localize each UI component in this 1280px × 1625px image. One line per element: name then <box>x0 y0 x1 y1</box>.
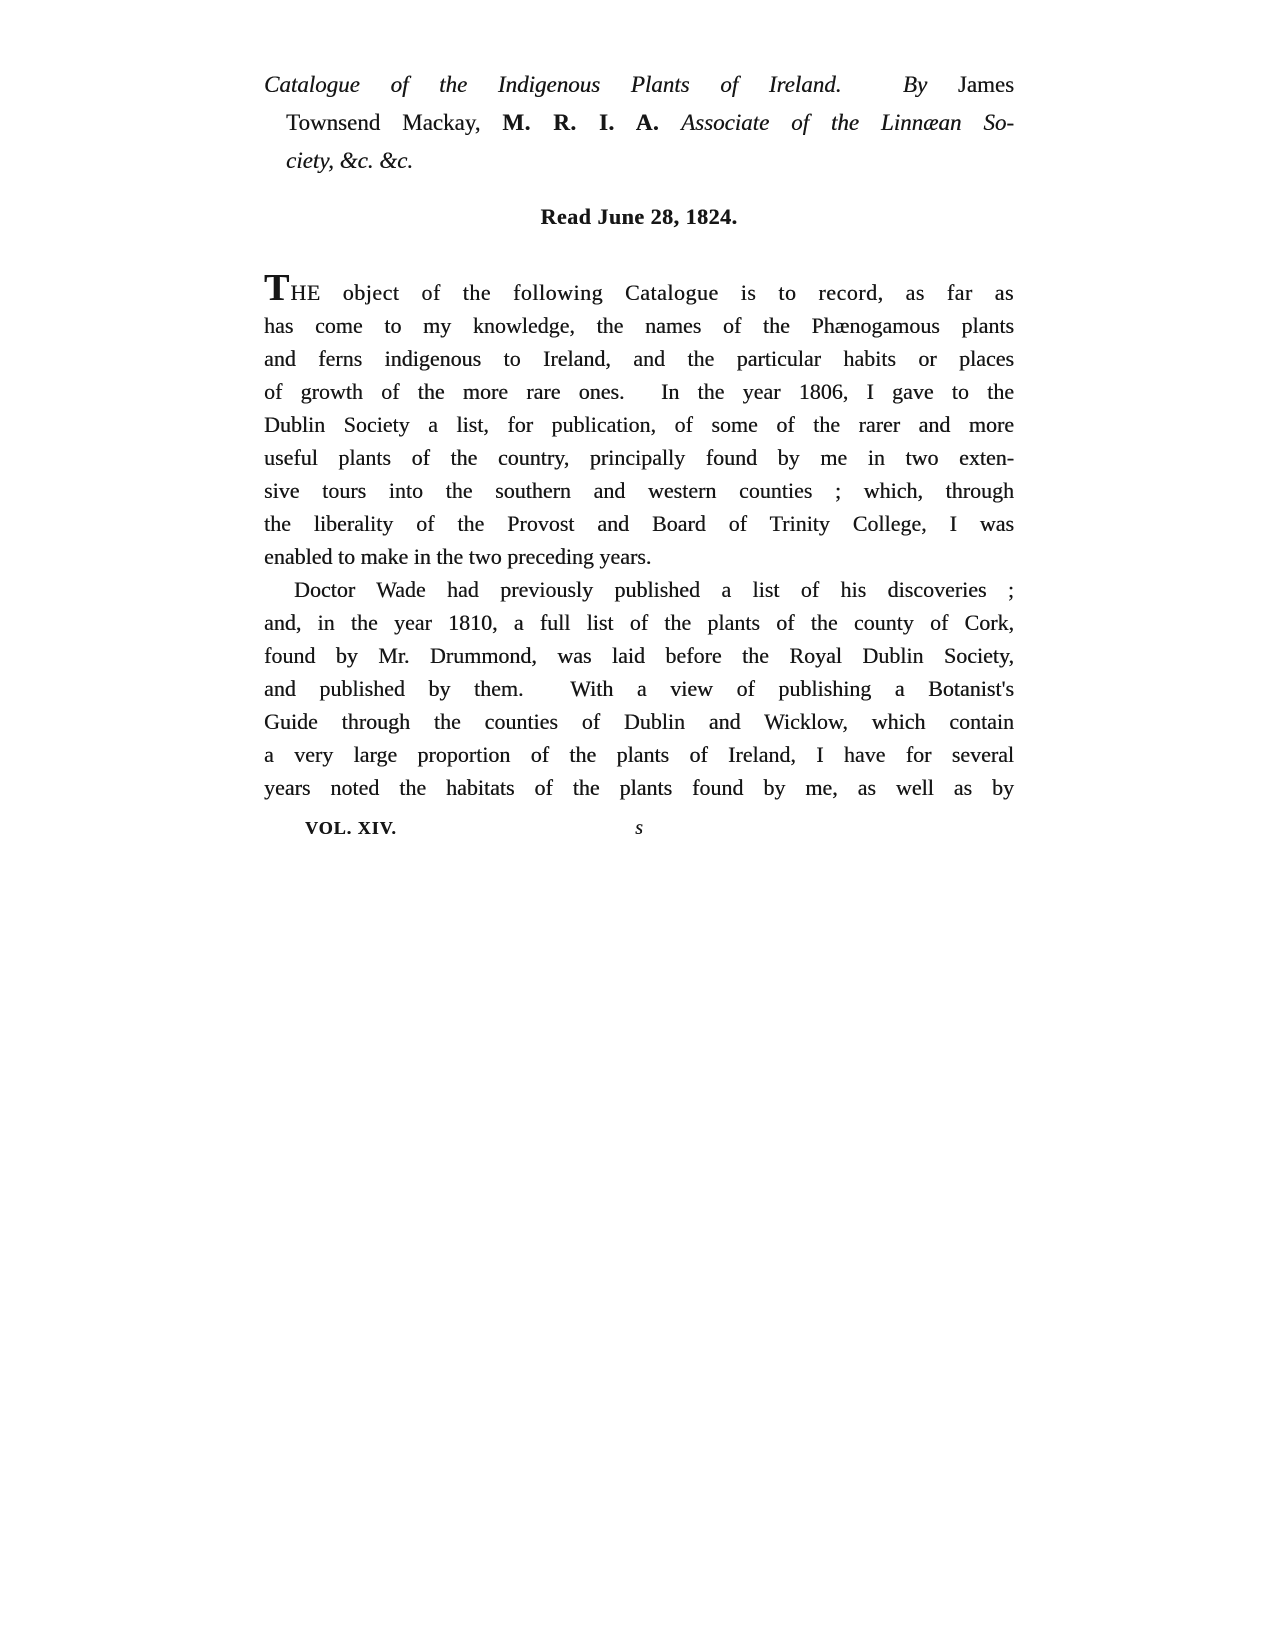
body-text <box>264 267 1014 804</box>
heading-line-1 <box>264 66 1014 104</box>
read-date: Read June 28, 1824. <box>540 204 738 229</box>
text-line: found by Mr. Drummond, was laid before the Royal Dublin Society, <box>264 643 1014 668</box>
text-line: Doctor Wade had previously published a list of his discoveries ; <box>294 577 1014 602</box>
author-rest-name: Townsend Mackay, <box>286 110 481 135</box>
text-line: has come to my knowledge, the names of the Phænogamous plants <box>264 313 1014 338</box>
text-line: enabled to make in the two preceding years. <box>264 544 652 569</box>
volume-label: VOL. XIV. <box>305 818 397 838</box>
paragraph-2-lines <box>264 573 1014 804</box>
text-line: of growth of the more rare ones. In the year 1806, I gave to the <box>264 379 1014 404</box>
paragraph-1-lead-line <box>264 267 1014 309</box>
heading-line-3 <box>264 142 1014 180</box>
page-content <box>264 66 1014 842</box>
paragraph-1 <box>264 267 1014 573</box>
text-line: the liberality of the Provost and Board of Trinity College, I was <box>264 511 1014 536</box>
byline-by: By <box>902 72 928 97</box>
author-association: Associate of the Linnæan So- <box>681 110 1014 135</box>
text-line: Dublin Society a list, for publication, of some of the rarer and more <box>264 412 1014 437</box>
heading-line-2 <box>264 104 1014 142</box>
lead-line-text: HE object of the following Catalogue is to record, as far as <box>290 280 1014 305</box>
paragraph-2 <box>264 573 1014 804</box>
text-line: and ferns indigenous to Ireland, and the particular habits or places <box>264 346 1014 371</box>
author-honorific: M. R. I. A. <box>502 110 660 135</box>
paper-title: Catalogue of the Indigenous Plants of Ireland. <box>264 72 842 97</box>
page-footer <box>264 814 1014 842</box>
drop-initial: T <box>264 267 291 309</box>
text-line: Guide through the counties of Dublin and Wicklow, which contain <box>264 709 1014 734</box>
text-line: a very large proportion of the plants of Ireland, I have for several <box>264 742 1014 767</box>
printers-signature-mark: s <box>635 817 643 839</box>
text-line: sive tours into the southern and western counties ; which, through <box>264 478 1014 503</box>
paragraph-1-lines <box>264 309 1014 573</box>
author-association-continued: ciety, &c. &c. <box>286 148 414 173</box>
text-line: and, in the year 1810, a full list of the plants of the county of Cork, <box>264 610 1014 635</box>
text-line: years noted the habitats of the plants found by me, as well as by <box>264 775 1014 800</box>
text-line: and published by them. With a view of publishing a Botanist's <box>264 676 1014 701</box>
paper-heading <box>264 66 1014 180</box>
text-line: useful plants of the country, principally found by me in two exten- <box>264 445 1014 470</box>
author-first-name: James <box>957 72 1015 97</box>
